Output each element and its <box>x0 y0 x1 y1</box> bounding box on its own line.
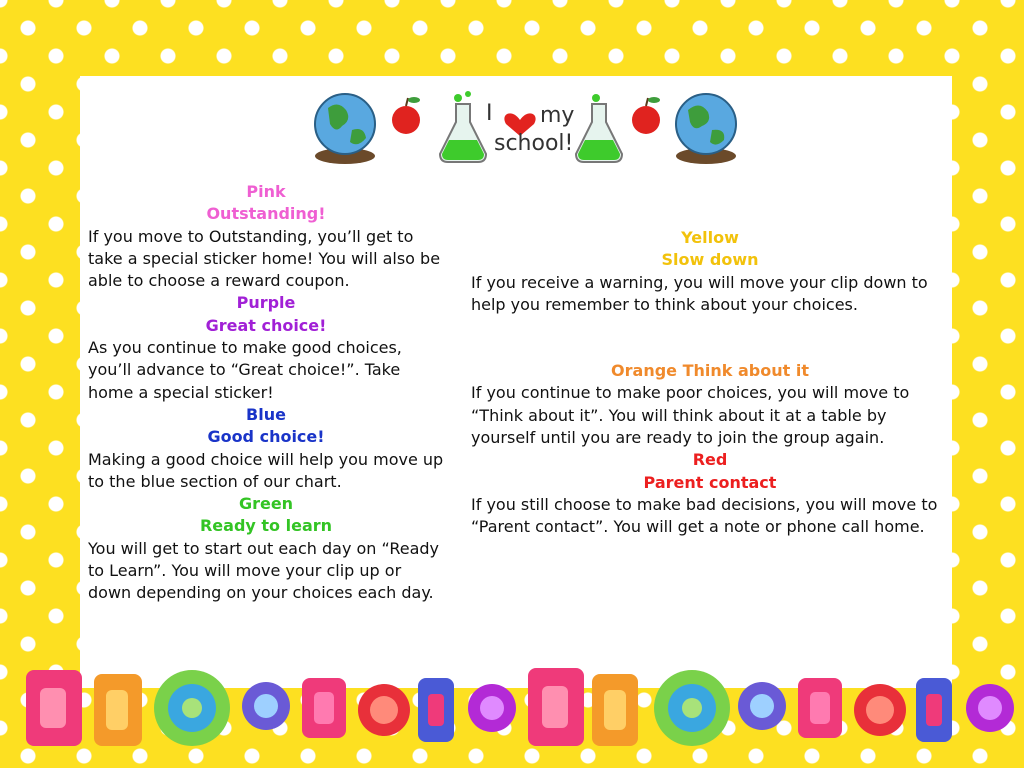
apple-icon <box>392 97 420 134</box>
banner-text-i: I <box>486 101 493 126</box>
circle-shape <box>242 682 290 730</box>
level-purple-description: As you continue to make good choices, you’ll advance to “Great choice!”. Take home a special sticker! <box>88 338 402 402</box>
level-red-name: Red <box>692 450 728 470</box>
level-purple-name: Purple <box>236 293 296 313</box>
level-orange-description: If you continue to make poor choices, you will move to “Think about it”. You will think about it at a table by yourself until you are ready to join the group again. <box>471 383 910 448</box>
level-pink-description: If you move to Outstanding, you’ll get to take a special sticker home! You will also be able to choose a reward coupon. <box>88 226 441 291</box>
level-pink-name: Pink <box>246 182 286 201</box>
rectangle-shape <box>916 678 952 742</box>
banner-text-my: my <box>540 103 575 128</box>
globe-icon <box>676 94 736 164</box>
level-red-title: Parent contact <box>643 472 777 492</box>
right-column <box>471 227 949 539</box>
rectangle-shape <box>26 670 82 746</box>
level-purple-title: Great choice! <box>205 315 327 335</box>
left-column <box>88 181 444 605</box>
level-blue-description: Making a good choice will help you move up to the blue section of our chart. <box>88 449 444 491</box>
globe-icon <box>315 94 375 164</box>
rectangle-shape <box>302 678 346 738</box>
level-yellow-name: Yellow <box>681 228 739 247</box>
level-green-name: Green <box>238 494 294 514</box>
decorative-shapes-border <box>0 650 1024 768</box>
level-yellow-title: Slow down <box>661 250 759 270</box>
flask-icon <box>576 94 622 162</box>
level-pink-title: Outstanding! <box>206 204 326 224</box>
rectangle-shape <box>528 668 584 746</box>
level-green-description: You will get to start out each day on “Ready to Learn”. You will move your clip up or down depending on your choices each day. <box>88 538 439 603</box>
rectangle-shape <box>592 674 638 746</box>
rectangle-shape <box>798 678 842 738</box>
apple-icon <box>632 97 660 134</box>
rectangle-shape <box>418 678 454 742</box>
level-orange-heading: Orange Think about it <box>611 361 809 381</box>
level-red-description: If you still choose to make bad decisions, you will move to “Parent contact”. You will get a note or phone call home. <box>471 494 938 537</box>
ring-shape <box>154 670 230 746</box>
circle-shape <box>966 684 1014 732</box>
swirl-shape <box>854 684 906 736</box>
level-green-title: Ready to learn <box>199 516 333 536</box>
level-blue-title: Good choice! <box>207 427 325 447</box>
circle-shape <box>738 682 786 730</box>
ring-shape <box>654 670 730 746</box>
swirl-shape <box>358 684 410 736</box>
flask-icon <box>440 91 486 162</box>
rectangle-shape <box>94 674 142 746</box>
circle-shape <box>468 684 516 732</box>
level-blue-name: Blue <box>246 404 286 424</box>
content-panel <box>80 76 952 688</box>
i-love-my-school-banner <box>308 90 744 172</box>
level-yellow-description: If you receive a warning, you will move your clip down to help you remember to think about your choices. <box>471 272 928 314</box>
banner-text-school: school! <box>494 131 574 156</box>
